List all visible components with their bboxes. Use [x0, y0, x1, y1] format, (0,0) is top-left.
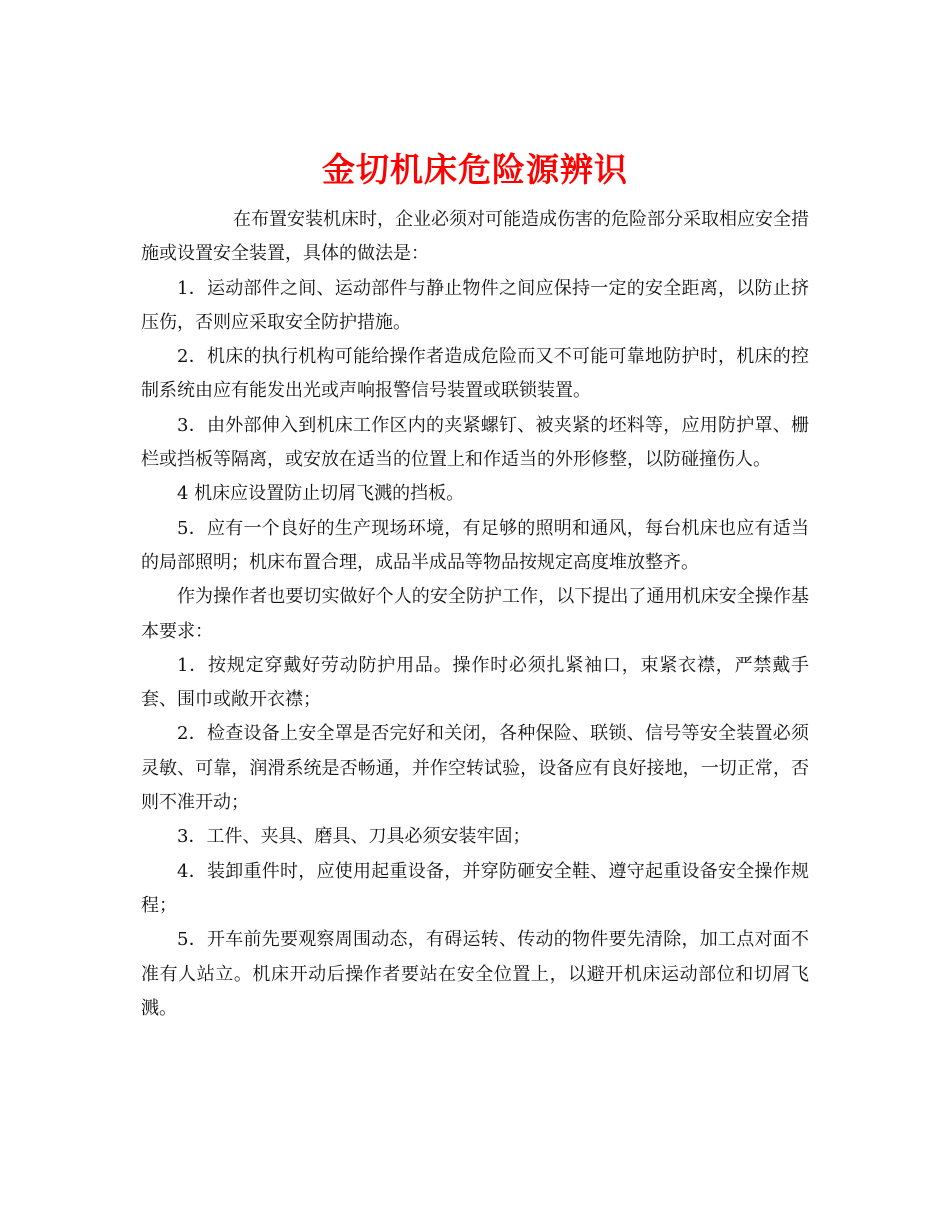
measure-item-5: 5．应有一个良好的生产现场环境，有足够的照明和通风，每台机床也应有适当的局部照明；机床布置合理，成品半成品等物品按规定高度堆放整齐。	[141, 517, 809, 573]
requirement-item-1: 1．按规定穿戴好劳动防护用品。操作时必须扎紧袖口，束紧衣襟，严禁戴手套、围巾或敞开衣襟；	[141, 654, 809, 711]
measure-item-4: 4 机床应设置防止切屑飞溅的挡板。	[177, 483, 465, 505]
operator-intro-paragraph: 作为操作者也要切实做好个人的安全防护工作，以下提出了通用机床安全操作基本要求：	[141, 586, 809, 642]
requirement-item-3: 3．工件、夹具、磨具、刀具必须安装牢固；	[177, 826, 531, 848]
measure-item-2: 2．机床的执行机构可能给操作者造成危险而又不可能可靠地防护时，机床的控制系统由应有能发出光或声响报警信号装置或联锁装置。	[141, 346, 809, 402]
document-title: 金切机床危险源辨识	[322, 150, 628, 190]
requirement-item-5: 5．开车前先要观察周围动态，有碍运转、传动的物件要先清除，加工点对面不准有人站立。机床开动后操作者要站在安全位置上，以避开机床运动部位和切屑飞溅。	[141, 929, 809, 1019]
document-body	[141, 203, 809, 1026]
intro-paragraph: 在布置安装机床时，企业必须对可能造成伤害的危险部分采取相应安全措施或设置安全装置，具体的做法是：	[141, 209, 809, 265]
measure-item-1: 1．运动部件之间、运动部件与静止物件之间应保持一定的安全距离，以防止挤压伤，否则应采取安全防护措施。	[141, 277, 809, 333]
requirement-item-4: 4．装卸重件时，应使用起重设备，并穿防砸安全鞋、遵守起重设备安全操作规程；	[141, 860, 809, 916]
requirement-item-2: 2．检查设备上安全罩是否完好和关闭，各种保险、联锁、信号等安全装置必须灵敏、可靠，润滑系统是否畅通，并作空转试验，设备应有良好接地，一切正常，否则不准开动；	[141, 723, 809, 814]
measure-item-3: 3．由外部伸入到机床工作区内的夹紧螺钉、被夹紧的坯料等，应用防护罩、栅栏或挡板等隔离，或安放在适当的位置上和作适当的外形修整，以防碰撞伤人。	[141, 414, 809, 471]
